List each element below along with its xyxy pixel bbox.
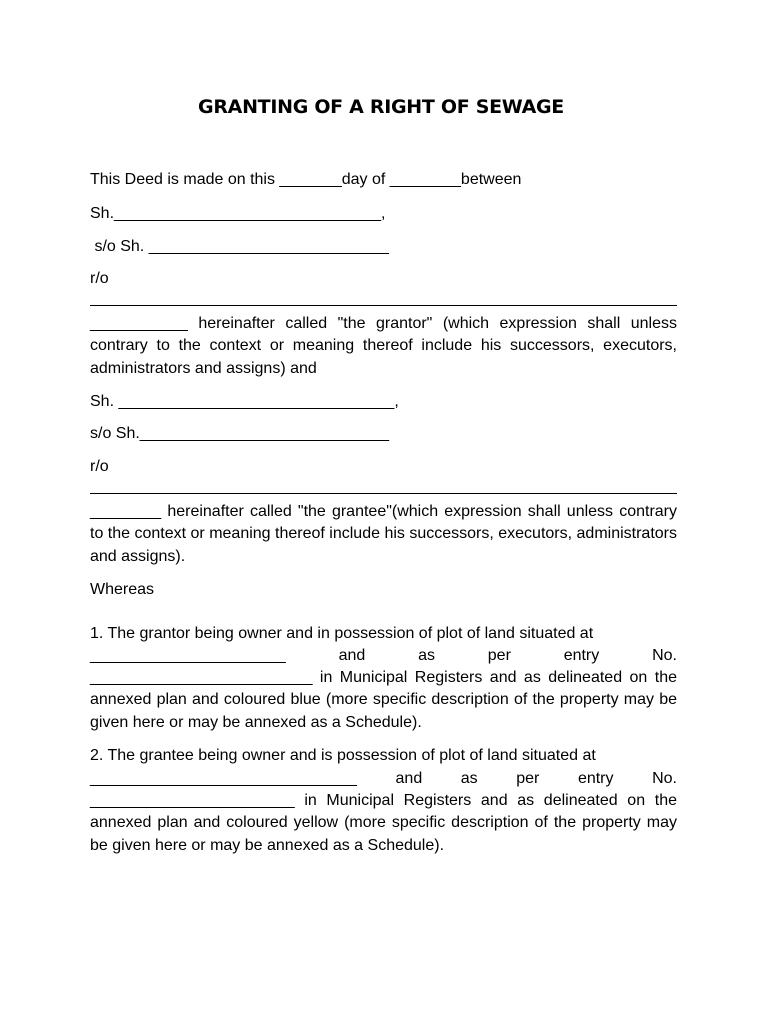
- clause-1-line-2: [90, 645, 677, 667]
- clause-1-word: and: [338, 647, 366, 664]
- clause-2-rest: _______________________ in Municipal Registers and as delineated on the annexed plan and coloured yellow (more specific description of the property may be given here or may be annexed as a Schedule).: [90, 792, 677, 854]
- grantor-father-line: s/o Sh. ___________________________: [90, 238, 389, 255]
- clause-1-location-blank: ______________________: [90, 647, 286, 664]
- clause-1-word: as: [418, 647, 435, 664]
- clause-1-line-1: 1. The grantor being owner and in possession of plot of land situated at: [90, 625, 594, 642]
- clause-2-word: entry: [577, 770, 614, 787]
- whereas-heading: Whereas: [90, 581, 155, 598]
- grantor-name-line: Sh.______________________________,: [90, 205, 386, 222]
- clause-1-word: per: [487, 647, 511, 664]
- clause-2-line-2: [90, 768, 677, 790]
- deed-date-line: This Deed is made on this _______day of ________between: [90, 171, 522, 188]
- clause-2-word: as: [460, 770, 478, 787]
- grantee-father-line: s/o Sh.____________________________: [90, 425, 389, 442]
- grantor-address-blank: [90, 305, 677, 306]
- grantee-name-line: Sh. _______________________________,: [90, 393, 399, 410]
- grantor-residence-label: r/o: [90, 270, 109, 287]
- grantor-description: ___________ hereinafter called "the grantor" (which expression shall unless contrary to the context or meaning thereof include his successors, executors, administrators and assigns) and: [90, 315, 677, 377]
- clause-2-line-1: 2. The grantee being owner and is possession of plot of land situated at: [90, 747, 596, 764]
- grantee-residence-label: r/o: [90, 458, 109, 475]
- grantee-description: ________ hereinafter called "the grantee"(which expression shall unless contrary to the context or meaning thereof include his successors, executors, administrators and assigns).: [90, 503, 677, 565]
- clause-1-rest: _________________________ in Municipal Registers and as delineated on the annexed plan and coloured blue (more specific description of the property may be given here or may be annexed as a Schedule).: [90, 669, 677, 731]
- grantee-address-blank: [90, 493, 677, 494]
- clause-2-word: per: [516, 770, 540, 787]
- clause-1-word: No.: [652, 647, 677, 664]
- clause-1-word: entry: [563, 647, 600, 664]
- document-title: GRANTING OF A RIGHT OF SEWAGE: [198, 96, 564, 118]
- clause-2-word: No.: [652, 770, 677, 787]
- clause-2-word: and: [395, 770, 423, 787]
- clause-2-location-blank: ______________________________: [90, 770, 357, 787]
